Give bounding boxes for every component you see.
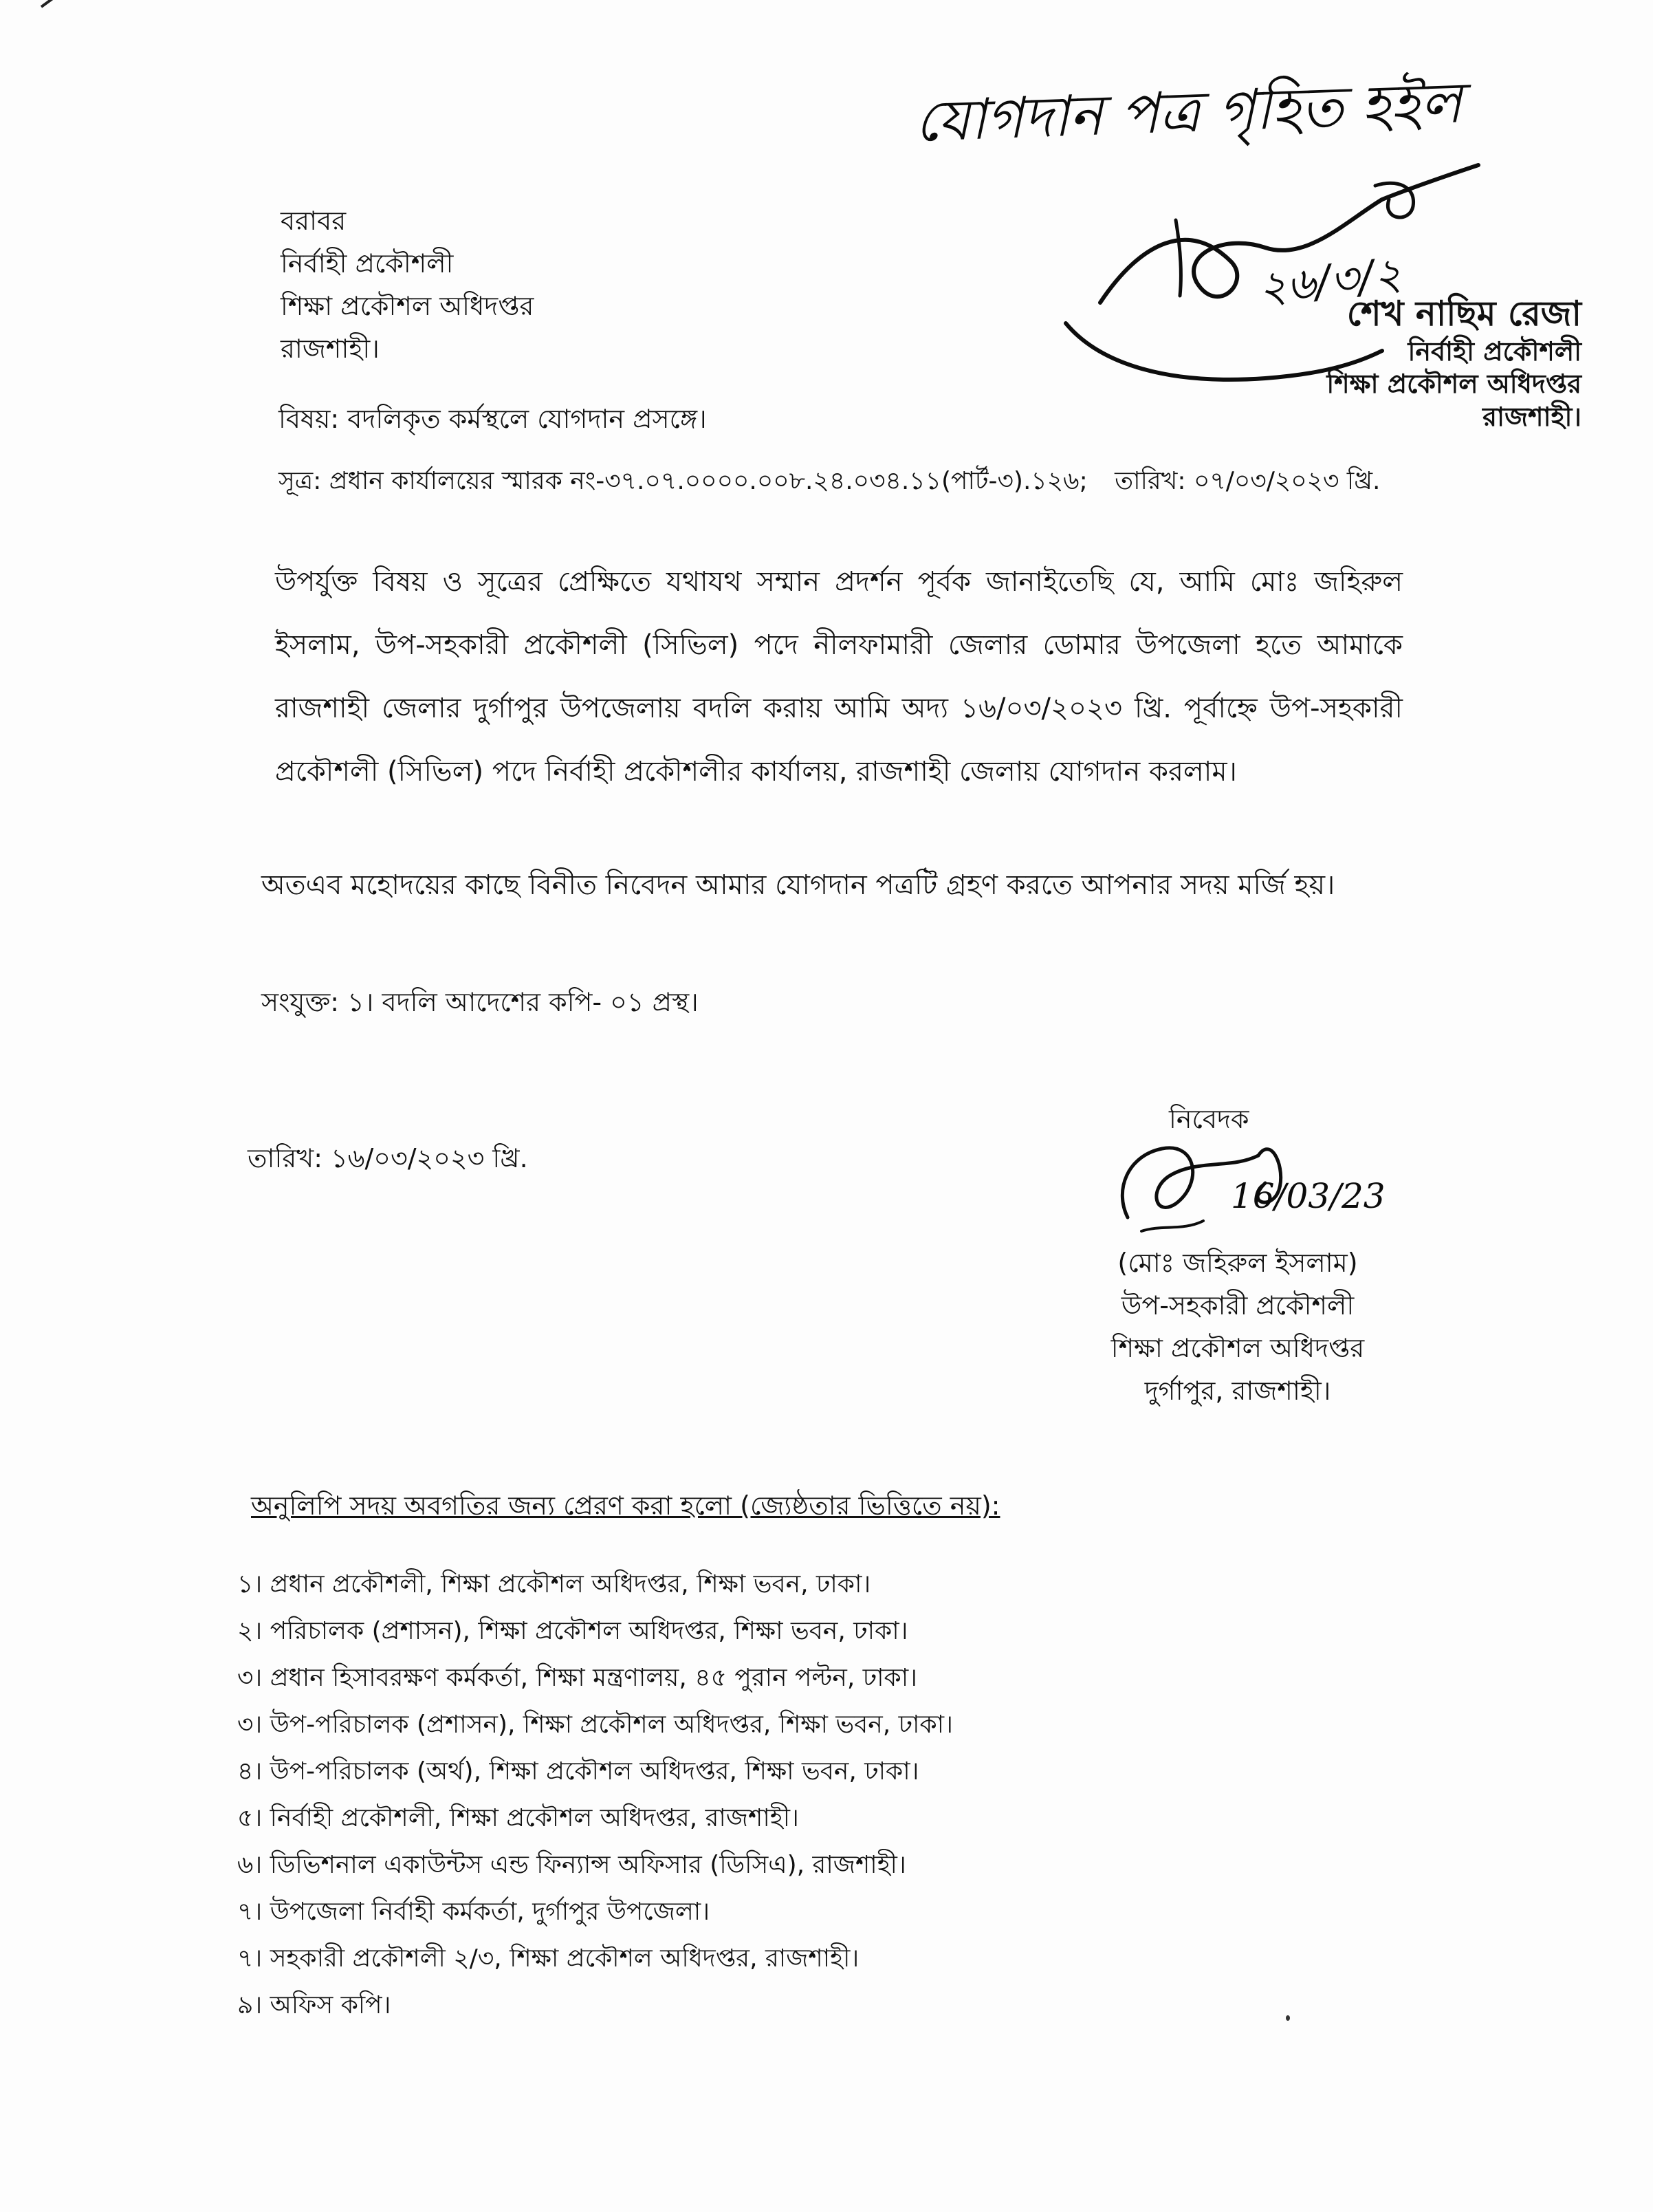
copy-to-list — [237, 1561, 953, 2029]
stamp-name: শেখ নাছিম রেজা — [1346, 294, 1581, 334]
subject-line: বিষয়: বদলিকৃত কর্মস্থলে যোগদান প্রসঙ্গে। — [278, 404, 707, 434]
addressee-line: রাজশাহী। — [281, 334, 380, 364]
list-item: ৩। উপ-পরিচালক (প্রশাসন), শিক্ষা প্রকৌশল অধিদপ্তর, শিক্ষা ভবন, ঢাকা। — [237, 1711, 953, 1739]
ink-dot — [1286, 2015, 1290, 2021]
list-item: ৯। অফিস কপি। — [237, 1991, 391, 2019]
list-item: ৫। নির্বাহী প্রকৌশলী, শিক্ষা প্রকৌশল অধিদপ্তর, রাজশাহী। — [237, 1804, 799, 1832]
stamp-line: শিক্ষা প্রকৌশল অধিদপ্তর — [1326, 369, 1581, 399]
handwritten-endorsement: যোগদান পত্র গৃহিত হইল — [913, 70, 1463, 155]
sender-line: শিক্ষা প্রকৌশল অধিদপ্তর — [1110, 1333, 1365, 1363]
list-item: ১। প্রধান প্রকৌশলী, শিক্ষা প্রকৌশল অধিদপ্তর, শিক্ষা ভবন, ঢাকা। — [237, 1570, 871, 1598]
list-item: ৭। উপজেলা নির্বাহী কর্মকর্তা, দুর্গাপুর উপজেলা। — [237, 1898, 710, 1926]
reference-text: সূত্র: প্রধান কার্যালয়ের স্মারক নং-৩৭.০৭.০০০০.০০৮.২৪.০৩৪.১১(পার্ট-৩).১২৬; — [278, 467, 1088, 495]
addressee-line: শিক্ষা প্রকৌশল অধিদপ্তর — [281, 291, 534, 321]
body-paragraph: উপর্যুক্ত বিষয় ও সূত্রের প্রেক্ষিতে যথাযথ সম্মান প্রদর্শন পূর্বক জানাইতেছি যে, আমি মোঃ জহিরুল ইসলাম, উপ-সহকারী প্রকৌশলী (সিভিল) পদে নীলফামারী জেলার ডোমার উপজেলা হতে আমাকে রাজশাহী জেলার দুর্গাপুর উপজেলায় বদলি করায় আমি অদ্য ১৬/০৩/২০২৩ খ্রি. পূর্বাহ্নে উপ-সহকারী প্রকৌশলী (সিভিল) পদে নির্বাহী প্রকৌশলীর কার্যালয়, রাজশাহী জেলায় যোগদান করলাম। — [275, 566, 1403, 788]
sender-line: দুর্গাপুর, রাজশাহী। — [1144, 1376, 1331, 1406]
stamp-line: রাজশাহী। — [1482, 401, 1581, 432]
approval-stamp — [1293, 292, 1581, 433]
pen-mark — [41, 0, 103, 8]
addressee-line: বরাবর — [281, 206, 347, 236]
addressee-block — [281, 199, 534, 370]
sender-line: উপ-সহকারী প্রকৌশলী — [1121, 1290, 1355, 1321]
reference-line — [278, 462, 1380, 503]
list-item: ৩। প্রধান হিসাবরক্ষণ কর্মকর্তা, শিক্ষা মন্ত্রণালয়, ৪৫ পুরান পল্টন, ঢাকা। — [237, 1664, 918, 1692]
sender-block — [1073, 1241, 1403, 1412]
list-item: ২। পরিচালক (প্রশাসন), শিক্ষা প্রকৌশল অধিদপ্তর, শিক্ষা ভবন, ঢাকা। — [237, 1617, 908, 1645]
copy-to-title: অনুলিপি সদয় অবগতির জন্য প্রেরণ করা হলো (জ্যেষ্ঠতার ভিত্তিতে নয়): — [251, 1490, 1000, 1521]
request-paragraph: অতএব মহোদয়ের কাছে বিনীত নিবেদন আমার যোগদান পত্রটি গ্রহণ করতে আপনার সদয় মর্জি হয়। — [261, 869, 1335, 901]
approval-date: ২৬/৩/২ — [1256, 248, 1405, 314]
attachment-line: সংযুক্ত: ১। বদলি আদেশের কপি- ০১ প্রস্থ। — [261, 987, 699, 1017]
signature-date: 16/03/23 — [1231, 1176, 1386, 1216]
list-item: ৭। সহকারী প্রকৌশলী ২/৩, শিক্ষা প্রকৌশল অধিদপ্তর, রাজশাহী। — [237, 1944, 860, 1973]
list-item: ৪। উপ-পরিচালক (অর্থ), শিক্ষা প্রকৌশল অধিদপ্তর, শিক্ষা ভবন, ঢাকা। — [237, 1757, 919, 1786]
stamp-line: নির্বাহী প্রকৌশলী — [1408, 336, 1581, 367]
addressee-line: নির্বাহী প্রকৌশলী — [281, 248, 454, 279]
sender-line: (মোঃ জহিরুল ইসলাম) — [1117, 1248, 1358, 1278]
letter-date: তারিখ: ১৬/০৩/২০২৩ খ্রি. — [248, 1143, 528, 1173]
sender-label: নিবেদক — [1169, 1104, 1249, 1134]
reference-date: তারিখ: ০৭/০৩/২০২৩ খ্রি. — [1115, 467, 1381, 495]
list-item: ৬। ডিভিশনাল একাউন্টস এন্ড ফিন্যান্স অফিসার (ডিসিএ), রাজশাহী। — [237, 1851, 906, 1879]
